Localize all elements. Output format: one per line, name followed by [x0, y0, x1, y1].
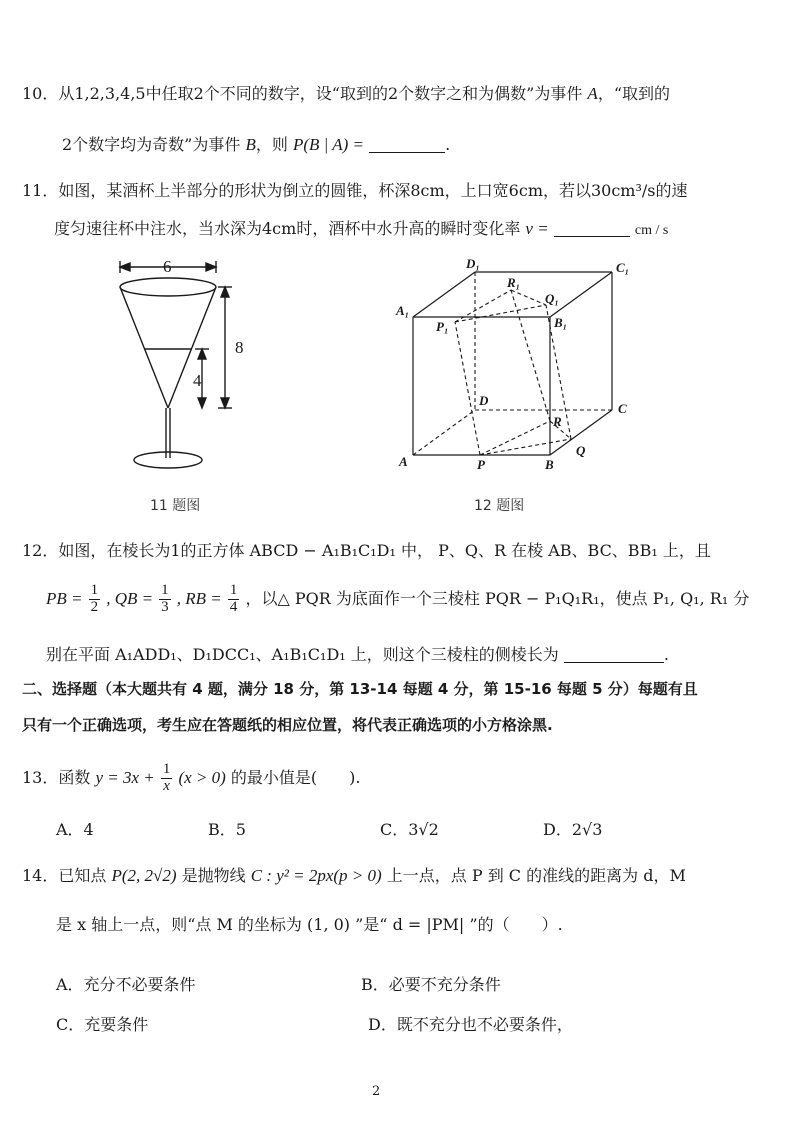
q12-text3: 别在平面 A₁ADD₁、D₁DCC₁、A₁B₁C₁D₁ 上，则这个三棱柱的侧棱长为	[46, 645, 559, 664]
q12-line3	[46, 645, 669, 664]
label-a: A	[399, 454, 408, 469]
figure-12-caption: 12 题图	[474, 498, 525, 514]
rb-num: 1	[229, 582, 238, 598]
event-b: B	[245, 135, 256, 154]
q13-suffix: 的最小值是( ).	[230, 767, 361, 787]
q10-text: 10．从1,2,3,4,5中任取2个不同的数字，设“取到的2个数字之和为偶数”为事件	[22, 84, 583, 103]
q10-text-end: ，“取到的	[597, 84, 670, 103]
pb-den: 2	[90, 598, 99, 615]
label-b1: B₁	[554, 315, 568, 330]
rate-unit: cm / s	[634, 223, 669, 238]
label-q: Q	[576, 443, 586, 458]
label-c: C	[618, 401, 627, 416]
qb-num: 1	[161, 582, 169, 598]
label-top-width: 6	[163, 257, 172, 276]
q12-line1	[22, 541, 711, 560]
q14-parabola: C : y² = 2px(p > 0)	[250, 866, 382, 885]
q14-option-d[interactable]: D．既不充分也不必要条件，	[368, 1015, 573, 1034]
section2-line2: 只有一个正确选项，考生应在答题纸的相应位置，将代表正确选项的小方格涂黑.	[22, 716, 553, 734]
q13-option-d[interactable]: D．2√3	[543, 820, 603, 839]
q13-frac-den: x	[163, 777, 170, 794]
q13-frac-num: 1	[162, 761, 171, 777]
q14-option-b[interactable]: B．必要不充分条件	[361, 975, 501, 994]
q14-text1b: 是抛物线	[181, 866, 246, 885]
qb-den: 3	[161, 598, 169, 615]
pb-fraction	[89, 583, 101, 616]
q12-text1: 12．如图，在棱长为1的正方体 ABCD − A₁B₁C₁D₁ 中， P、Q、R 在棱 AB、BC、BB₁ 上，且	[22, 541, 711, 560]
qb-expr: , QB =	[106, 588, 154, 608]
rb-expr: , RB =	[176, 588, 222, 608]
q13-line	[22, 762, 360, 795]
label-p: P	[477, 457, 485, 472]
q14-text1c: 上一点，点 P 到 C 的准线的距离为 d，M	[386, 866, 686, 885]
rate-variable: v =	[525, 219, 549, 238]
q14-point: P(2, 2√2)	[111, 866, 177, 885]
q10-then: ，则	[255, 135, 288, 154]
q12-period: .	[663, 645, 669, 664]
section2-line1: 二、选择题（本大题共有 4 题，满分 18 分，第 13-14 每题 4 分，第 15-16 每题 5 分）每题有且	[22, 680, 698, 698]
q10-period: .	[445, 135, 451, 154]
q13-option-b[interactable]: B．5	[208, 820, 246, 839]
q14-text1a: 14．已知点	[22, 866, 107, 885]
q13-expr-a: y = 3x +	[95, 767, 155, 787]
q14-option-c[interactable]: C．充要条件	[56, 1015, 149, 1034]
pb-num: 1	[90, 582, 99, 598]
figure-11-caption: 11 题图	[150, 498, 201, 514]
q12-text2: ，以△ PQR 为底面作一个三棱柱 PQR − P₁Q₁R₁，使点 P₁, Q₁, R₁ 分	[245, 588, 750, 608]
label-depth: 8	[235, 338, 244, 357]
label-d: D	[479, 393, 489, 408]
page-number: 2	[372, 1084, 381, 1099]
q12-line2	[46, 583, 749, 616]
q11-text2: 度匀速往杯中注水，当水深为4cm时，酒杯中水升高的瞬时变化率	[54, 219, 521, 238]
rb-den: 4	[229, 598, 238, 615]
q13-prefix: 13．函数	[22, 767, 91, 787]
q10-text2: 2个数字均为奇数”为事件	[62, 135, 241, 154]
label-water-depth: 4	[193, 371, 202, 390]
q13-option-a[interactable]: A．4	[56, 820, 94, 839]
answer-blank-q12[interactable]	[564, 646, 664, 663]
label-r1: R₁	[507, 275, 521, 290]
conditional-probability: P(B | A) =	[292, 135, 365, 154]
q13-expr-b: (x > 0)	[178, 767, 226, 787]
rb-fraction	[228, 583, 240, 616]
q14-line2	[56, 915, 563, 934]
q14-line1	[22, 866, 686, 886]
q13-fraction	[161, 762, 173, 795]
q14-text2: 是 x 轴上一点，则“点 M 的坐标为 (1, 0) ”是“ d = |PM| ”的（ ）.	[56, 915, 563, 934]
qb-fraction	[159, 583, 171, 616]
pb-expr: PB =	[46, 588, 83, 608]
label-r: R	[553, 414, 562, 429]
q11-text1: 11．如图，某酒杯上半部分的形状为倒立的圆锥，杯深8cm，上口宽6cm，若以30cm³/s的速	[22, 181, 688, 200]
label-c1: C₁	[616, 260, 630, 275]
q14-option-a[interactable]: A．充分不必要条件	[56, 975, 196, 994]
label-a1: A₁	[396, 303, 410, 318]
label-b: B	[545, 457, 554, 472]
label-d1: D₁	[466, 256, 480, 271]
q13-option-c[interactable]: C．3√2	[380, 820, 439, 839]
event-a: A	[587, 84, 598, 103]
label-p1: P₁	[436, 319, 449, 334]
label-q1: Q₁	[545, 291, 559, 306]
